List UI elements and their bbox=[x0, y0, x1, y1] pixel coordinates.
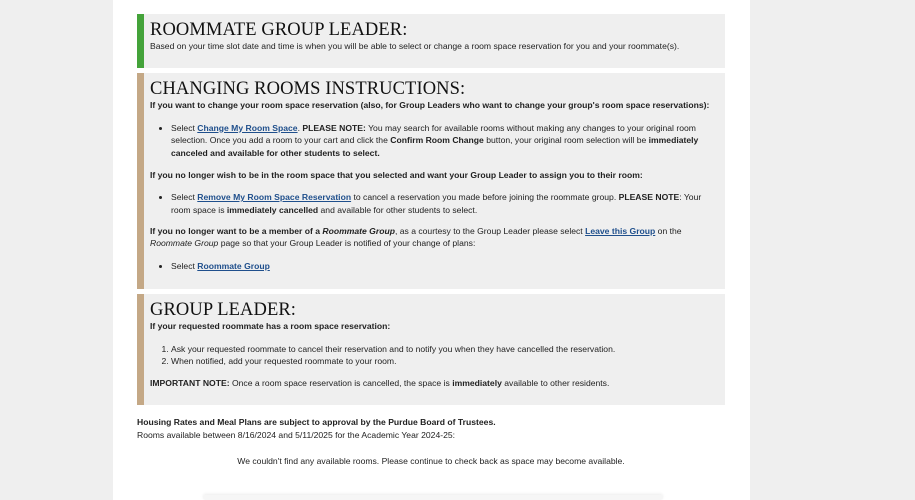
change-reservation-intro: If you want to change your room space reservation (also, for Group Leaders who want to change your group's room space reservations): bbox=[150, 100, 710, 110]
changing-rooms-panel bbox=[137, 73, 725, 289]
please-note-label: PLEASE NOTE: bbox=[302, 122, 366, 133]
group-leader-steps bbox=[150, 343, 721, 368]
board-approval-note: Housing Rates and Meal Plans are subject to approval by the Purdue Board of Trustees. bbox=[137, 417, 496, 427]
content-page bbox=[113, 0, 750, 500]
time-slot-info: Based on your time slot date and time is when you will be able to select or change a room space reservation for you and your roommate(s). bbox=[150, 41, 680, 51]
remove-my-room-space-reservation-link[interactable]: Remove My Room Space Reservation bbox=[197, 192, 352, 203]
list-item: 2. When notified, add your requested roommate to your room. bbox=[171, 355, 721, 368]
important-note: IMPORTANT NOTE: Once a room space reservation is cancelled, the space is immediately available to other residents. bbox=[150, 377, 610, 388]
change-my-room-space-link[interactable]: Change My Room Space bbox=[197, 122, 298, 133]
remove-room-list bbox=[150, 191, 721, 216]
availability-dates: Rooms available between 8/16/2024 and 5/11/2025 for the Academic Year 2024-25: bbox=[137, 429, 456, 440]
list-item: • Select Roommate Group bbox=[171, 260, 721, 273]
changing-rooms-heading: CHANGING ROOMS INSTRUCTIONS: bbox=[150, 79, 466, 99]
roommate-group-leader-heading: ROOMMATE GROUP LEADER: bbox=[150, 20, 408, 40]
group-leader-heading: GROUP LEADER: bbox=[150, 300, 297, 320]
leave-this-group-link[interactable]: Leave this Group bbox=[585, 225, 656, 236]
availability-section bbox=[137, 416, 725, 468]
please-note-label: PLEASE NOTE bbox=[618, 192, 680, 203]
group-leader-intro: If your requested roommate has a room space reservation: bbox=[150, 321, 391, 331]
leave-room-space-heading: If you no longer wish to be in the room space that you selected and want your Group Leader to assign you to their room: bbox=[150, 169, 643, 180]
change-room-list bbox=[150, 122, 721, 160]
no-rooms-message: We couldn't find any available rooms. Please continue to check back as space may become available. bbox=[237, 456, 625, 466]
list-item: • Select Remove My Room Space Reservation to cancel a reservation you made before joining the roommate group. PLEASE NOTE: Your room space is immediately cancelled and available for other students to select. bbox=[171, 191, 721, 216]
confirm-room-change-label: Confirm Room Change bbox=[390, 135, 484, 146]
results-container-edge bbox=[203, 495, 663, 500]
roommate-group-link[interactable]: Roommate Group bbox=[197, 260, 270, 271]
group-leader-panel bbox=[137, 294, 725, 405]
list-item: • Select Change My Room Space. PLEASE NOTE: You may search for available rooms without making any changes to your original room selection. Once you add a room to your cart and click the Confirm Room Change button, your original room selection will be immediately canceled and available for other students to select. bbox=[171, 122, 721, 160]
roommate-group-leader-panel bbox=[137, 14, 725, 68]
leave-group-instructions: If you no longer want to be a member of a Roommate Group, as a courtesy to the Group Leader please select Leave this Group on the Roommate Group page so that your Group Leader is notified of your change of plans: bbox=[150, 225, 682, 249]
list-item: 1. Ask your requested roommate to cancel their reservation and to notify you when they have cancelled the reservation. bbox=[171, 343, 721, 356]
roommate-group-list bbox=[150, 260, 721, 273]
